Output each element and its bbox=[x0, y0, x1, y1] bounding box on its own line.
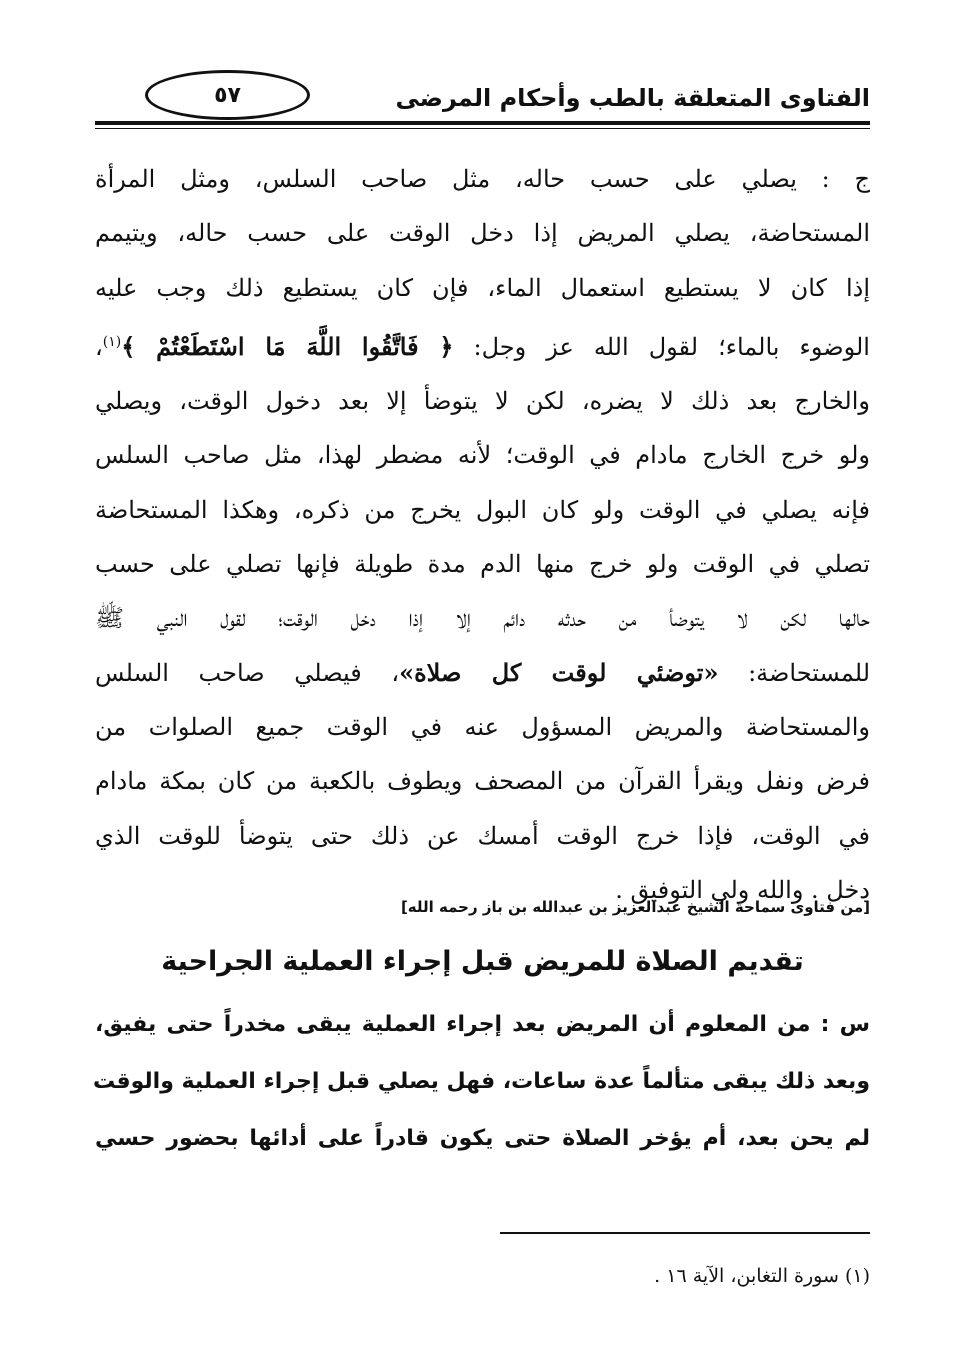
body-line: فإنه يصلي في الوقت ولو كان البول يخرج من ذكره، وهكذا المستحاضة bbox=[95, 495, 870, 524]
footnote: (١) سورة التغابن، الآية ١٦ . bbox=[654, 1265, 870, 1287]
question-line: لم يحن بعد، أم يؤخر الصلاة حتى يكون قادراً على أدائها بحضور حسي bbox=[95, 1126, 870, 1151]
body-line: تصلي في الوقت ولو خرج منها الدم مدة طويلة فإنها تصلي على حسب bbox=[95, 550, 870, 579]
body-line: ج : يصلي على حسب حاله، مثل صاحب السلس، ومثل المرأة bbox=[95, 165, 870, 193]
quran-verse: ﴿ فَاتَّقُوا اللَّهَ مَا اسْتَطَعْتُمْ ﴾ bbox=[121, 331, 454, 361]
body-line: حالها لكن لا يتوضأ من حدثه دائم إلا إذا دخل الوقت؛ لقول النبي ﷺ bbox=[95, 604, 870, 633]
page-number: ٥٧ bbox=[214, 82, 241, 108]
footnote-reference: (١) bbox=[102, 333, 122, 350]
hadith-quote: «توضئي لوقت كل صلاة» bbox=[399, 657, 719, 687]
question-text bbox=[92, 996, 870, 1167]
body-line: ولو خرج الخارج مادام في الوقت؛ لأنه مضطر لهذا، مثل صاحب السلس bbox=[95, 441, 870, 470]
fatwa-source: [من فتاوى سماحة الشيخ عبدالعزيز بن عبدالله بن باز رحمه الله] bbox=[400, 898, 870, 916]
answer-text bbox=[95, 152, 870, 917]
body-line: المستحاضة، يصلي المريض إذا دخل الوقت على حسب حاله، ويتيمم bbox=[95, 219, 870, 248]
body-line: في الوقت، فإذا خرج الوقت أمسك عن ذلك حتى يتوضأ للوقت الذي bbox=[95, 821, 870, 850]
footnote-separator bbox=[500, 1232, 870, 1234]
body-line-text: الوضوء بالماء؛ لقول الله عز وجل: bbox=[473, 332, 870, 361]
running-title: الفتاوى المتعلقة بالطب وأحكام المرضى bbox=[395, 84, 870, 112]
body-line-with-hadith bbox=[95, 646, 870, 700]
body-line-with-verse bbox=[95, 315, 870, 374]
body-line: دخل . والله ولي التوفيق . bbox=[615, 875, 870, 904]
body-line-text: للمستحاضة: bbox=[748, 658, 870, 687]
section-heading: تقديم الصلاة للمريض قبل إجراء العملية الجراحية bbox=[161, 946, 804, 977]
body-line: فرض ونفل ويقرأ القرآن من المصحف ويطوف بالكعبة من كان بمكة مادام bbox=[95, 767, 870, 796]
header-rule-thin bbox=[95, 128, 870, 129]
body-line: والخارج بعد ذلك لا يضره، لكن لا يتوضأ إلا بعد دخول الوقت، ويصلي bbox=[95, 387, 870, 416]
body-line: إذا كان لا يستطيع استعمال الماء، فإن كان يستطيع ذلك وجب عليه bbox=[95, 273, 870, 302]
page-number-oval bbox=[145, 70, 310, 120]
question-line: س : من المعلوم أن المريض بعد إجراء العملية يبقى مخدراً حتى يفيق، bbox=[95, 1012, 870, 1037]
punctuation: ، bbox=[95, 332, 103, 361]
question-line: وبعد ذلك يبقى متألماً عدة ساعات، فهل يصلي قبل إجراء العملية والوقت bbox=[92, 1069, 870, 1094]
header-rule-thick bbox=[95, 121, 870, 125]
body-line: والمستحاضة والمريض المسؤول عنه في الوقت جميع الصلوات من bbox=[95, 712, 870, 741]
body-line-text: ، فيصلي صاحب السلس bbox=[95, 658, 400, 687]
